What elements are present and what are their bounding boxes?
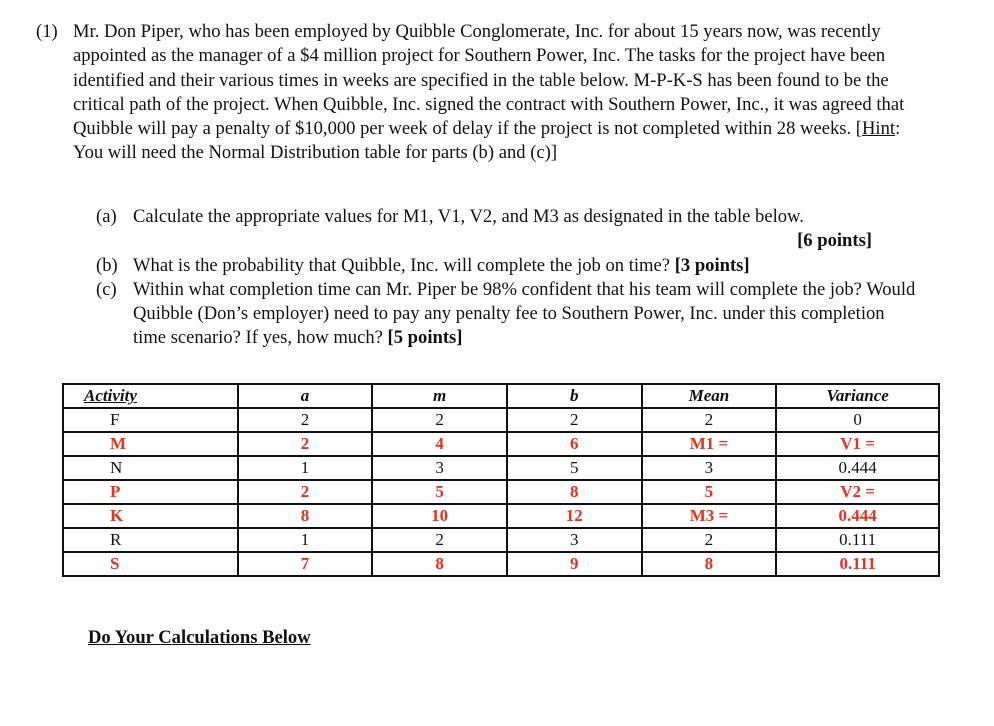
cell-a: 2 xyxy=(238,432,373,456)
cell-mean: 2 xyxy=(642,408,777,432)
cell-variance: V2 = xyxy=(776,480,939,504)
part-a-text: Calculate the appropriate values for M1, V1, V2, and M3 as designated in the table below. xyxy=(133,206,804,227)
cell-activity: S xyxy=(63,552,238,576)
cell-variance: 0.111 xyxy=(776,552,939,576)
cell-variance: 0 xyxy=(776,408,939,432)
part-c-points: [5 points] xyxy=(387,327,463,349)
part-a-points: [6 points] xyxy=(797,230,872,252)
cell-mean: M3 = xyxy=(642,504,777,528)
table-row xyxy=(63,528,939,552)
part-b-points: [3 points] xyxy=(674,254,750,276)
table-row xyxy=(63,408,939,432)
part-c xyxy=(96,278,916,351)
cell-b: 2 xyxy=(507,408,642,432)
hint-label: Hint xyxy=(862,118,896,140)
header-activity: Activity xyxy=(63,384,238,408)
header-variance: Variance xyxy=(776,384,939,408)
cell-mean: M1 = xyxy=(642,432,777,456)
cell-a: 1 xyxy=(238,528,373,552)
cell-activity: F xyxy=(63,408,238,432)
cell-mean: 2 xyxy=(642,528,777,552)
cell-mean: 3 xyxy=(642,456,777,480)
cell-activity: N xyxy=(63,456,238,480)
table-row xyxy=(63,432,939,456)
table-header-row xyxy=(63,384,939,408)
cell-a: 7 xyxy=(238,552,373,576)
part-b xyxy=(96,254,916,278)
part-b-text: What is the probability that Quibble, Inc. will complete the job on time? xyxy=(133,254,671,276)
part-c-text: Within what completion time can Mr. Piper be 98% confident that his team will complete the job? Would Quibble (Don’s employer) need to pay any penalty fee to Southern Power, Inc. under this completion time scenario? If yes, how much? xyxy=(133,278,916,349)
cell-m: 3 xyxy=(372,456,507,480)
cell-m: 4 xyxy=(372,432,507,456)
activity-table xyxy=(62,383,940,577)
cell-activity: K xyxy=(63,504,238,528)
cell-variance: 0.444 xyxy=(776,504,939,528)
cell-m: 2 xyxy=(372,408,507,432)
part-a-label: (a) xyxy=(96,206,117,227)
problem-text-hint: : You will need the Normal Distribution table for parts (b) and (c)] xyxy=(73,118,901,164)
header-b: b xyxy=(507,384,642,408)
cell-variance: 0.444 xyxy=(776,456,939,480)
cell-activity: R xyxy=(63,528,238,552)
header-a: a xyxy=(238,384,373,408)
cell-a: 2 xyxy=(238,408,373,432)
cell-variance: 0.111 xyxy=(776,528,939,552)
problem-text-main: Mr. Don Piper, who has been employed by Quibble Conglomerate, Inc. for about 15 years now, was recently appointed as the manager of a $4 million project for Southern Power, Inc. The tasks for the project have been identified and their various times in weeks are specified in the table below. M-P-K-S has been found to be the critical path of the project. When Quibble, Inc. signed the contract with Southern Power, Inc., it was agreed that Quibble will pay a penalty of $10,000 per week of delay if the project is not completed within 28 weeks. [ xyxy=(73,21,905,140)
part-c-label: (c) xyxy=(96,278,117,300)
problem-number: (1) xyxy=(36,21,58,42)
cell-b: 9 xyxy=(507,552,642,576)
table-row xyxy=(63,480,939,504)
cell-b: 5 xyxy=(507,456,642,480)
cell-m: 10 xyxy=(372,504,507,528)
problem-text xyxy=(73,20,916,166)
cell-b: 6 xyxy=(507,432,642,456)
cell-b: 3 xyxy=(507,528,642,552)
problem-statement xyxy=(36,20,916,166)
header-mean: Mean xyxy=(642,384,777,408)
cell-m: 5 xyxy=(372,480,507,504)
table-row xyxy=(63,504,939,528)
question-parts xyxy=(96,205,916,351)
header-m: m xyxy=(372,384,507,408)
cell-mean: 8 xyxy=(642,552,777,576)
cell-b: 12 xyxy=(507,504,642,528)
table-body xyxy=(63,408,939,576)
cell-a: 8 xyxy=(238,504,373,528)
cell-activity: M xyxy=(63,432,238,456)
cell-b: 8 xyxy=(507,480,642,504)
part-b-label: (b) xyxy=(96,254,118,276)
cell-variance: V1 = xyxy=(776,432,939,456)
part-a xyxy=(96,205,916,229)
cell-m: 8 xyxy=(372,552,507,576)
cell-mean: 5 xyxy=(642,480,777,504)
cell-m: 2 xyxy=(372,528,507,552)
calculations-heading: Do Your Calculations Below xyxy=(88,627,311,648)
cell-activity: P xyxy=(63,480,238,504)
table-row xyxy=(63,456,939,480)
cell-a: 2 xyxy=(238,480,373,504)
table-row xyxy=(63,552,939,576)
cell-a: 1 xyxy=(238,456,373,480)
